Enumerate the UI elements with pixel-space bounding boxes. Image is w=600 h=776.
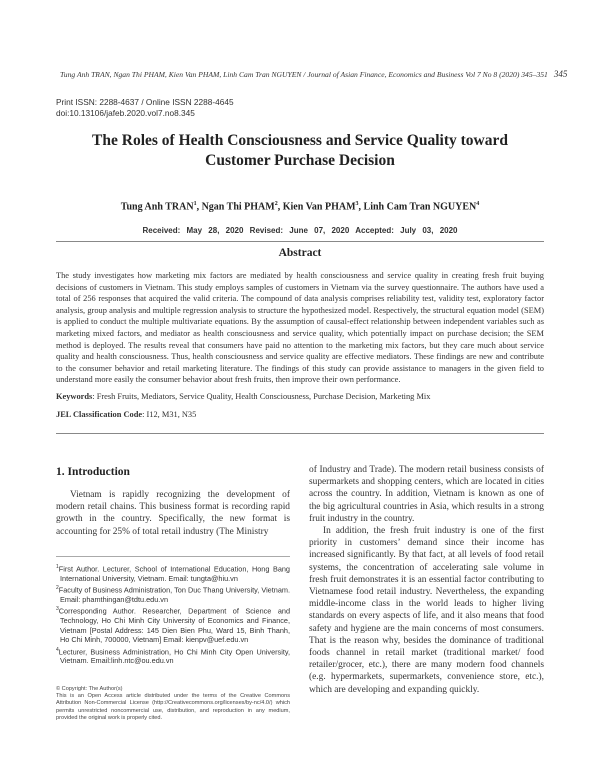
intro-paragraph-left: Vietnam is rapidly recognizing the development of modern retail chains. This business format is recording rapid growth in the country. Specifically, the new format is accounting for 25% of total retail industry (The Ministry [56,490,290,537]
jel-label: JEL Classification Code [56,410,143,419]
footnote-mark: 3 [56,606,59,613]
footnote-text: Faculty of Business Administration, Ton Duc Thang University, Vietnam. Email: phamthingan@tdtu.edu.vn [58,585,290,605]
author-name: Kien Van PHAM [282,201,356,213]
author-name: Ngan Thi PHAM [201,201,275,213]
author-mark: 3 [355,201,359,207]
keywords-label: Keywords [56,392,93,401]
footnote [56,584,290,604]
author-mark: 2 [274,201,278,207]
footnote-text: Lecturer, Business Administration, Ho Chi Minh City Open University, Vietnam. Email:linh.ntc@ou.edu.vn [58,646,290,666]
intro-paragraph: In addition, the fresh fruit industry is one of the first priority in customers’ demand since their income has increased significantly. By that fact, at all levels of food retail systems, the concentration of accelerating sale volume in fresh fruit demonstrates it is an essential factor contributing to Vietnamese food retail industry. Nevertheless, the expanding middle-income class in the world leads to higher living standards on every aspects of life, and it also means that food safety and hygiene are the main concerns of most consumers. That is the reason why, besides the dominance of traditional foods channel in retail market (traditional market/ food retailer/grocer, etc.), there are many modern food channels (e.g. hypermarkets, supermarkets, convenience store, etc.), which are developing and expanding quickly. [309,526,544,695]
article-dates [60,226,540,235]
article-title [60,131,540,171]
footnote [56,563,290,583]
license-text: This is an Open Access article distributed under the terms of the Creative Commons Attribution Non-Commercial License (http://Creativecommons.org/licenses/by-nc/4.0/) which permits unrestricted noncommercial use, distribution, and reproduction in any medium, provided the original work is properly cited. [56,693,290,721]
footnote-mark: 2 [56,585,59,592]
introduction-heading: 1. Introduction [56,466,130,478]
title-line-1: The Roles of Health Consciousness and Service Quality toward [92,132,508,149]
author-mark: 4 [476,201,480,207]
copyright-notice [56,686,290,722]
title-line-2: Customer Purchase Decision [205,152,395,169]
jel-codes [56,409,544,420]
author-name: Tung Anh TRAN [120,201,194,213]
footnote-text: Corresponding Author. Researcher, Department of Science and Technology, Ho Chi Minh City University of Economics and Finance, Vietnam [Postal Address: 145 Dien Bien Phu, Ward 15, Binh Thanh, Ho Chi Minh, 700000, Vietnam] Email: kienpv@uef.edu.vn [58,606,290,645]
received-date: Received: May 28, 2020 [142,226,244,235]
intro-paragraph: of Industry and Trade). The modern retail business consists of supermarkets and shopping centers, which are located in cities across the country. In addition, Vietnam is known as one of the big agricultural countries in Asia, which results in a strong fruit industry in the country. [309,465,544,524]
footnote [56,605,290,644]
keywords [56,391,544,402]
copyright-line: © Copyright: The Author(s) [56,686,123,692]
footnote-text: First Author. Lecturer, School of International Education, Hong Bang International University, Vietnam. Email: tungta@hiu.vn [58,564,290,583]
page-number: 345 [553,69,568,79]
accepted-date: Accepted: July 03, 2020 [355,226,458,235]
author-list: Tung Anh TRAN$^1$, Ngan Thi PHAM$^2$, Kien Van PHAM$^3$, Linh Cam Tran NGUYEN$^4$ [120,201,480,213]
divider [56,433,544,434]
abstract-text: The study investigates how marketing mix factors are mediated by health consciousness and service quality in creating fresh fruit buying decisions of customers in Vietnam. This study employs samples of customers in Vietnam via the survey questionnaire. The authors have used a total of 256 responses that acquired the valid criteria. The compound of data analysis comprises reliability test, validity test, exploratory factor analysis, group analysis and multiple regression analysis to structure the hypothesized model. Respectively, the structural equation model (SEM) is applied to conduct the multiple multivariate equations. By the assumption of causal-effect relationship between independent variables such as marketing mixed factors, and mediator as health consciousness and service quality, which potentially impact on purchase decision; the SEM method is deployed. The results reveal that consumers have paid no attention to the marketing mix factors, but they care much about service quality and health consciousness. Thus, health consciousness and service quality are effective mediators. These findings are new and contribute to the consumer behavior and retail marketing literature. The findings of this study can provide assistance to managers in the given field to understand more easily the consumer behavior about fresh fruits, then improve their own performance. [56,271,544,385]
author-mark: 1 [193,201,197,207]
author-name: Linh Cam Tran NGUYEN [363,201,477,213]
footnote-divider [56,556,290,557]
footnotes [56,563,290,667]
revised-date: Revised: June 07, 2020 [249,226,350,235]
doi-link[interactable]: doi:10.13106/jafeb.2020.vol7.no8.345 [56,108,195,118]
issn-line: Print ISSN: 2288-4637 / Online ISSN 2288-4645 [56,97,234,107]
running-head [60,69,568,79]
jel-text: : I12, M31, N35 [142,410,197,419]
issn-block [56,97,234,119]
running-head-text: Tung Anh TRAN, Ngan Thi PHAM, Kien Van PHAM, Linh Cam Tran NGUYEN / Journal of Asian Finance, Economics and Business Vol 7 No 8 (2020) 345–351 [60,70,548,79]
footnote-mark: 4 [56,646,59,653]
abstract-heading: Abstract [278,247,322,259]
keywords-text: : Fresh Fruits, Mediators, Service Quality, Health Consciousness, Purchase Decision, Marketing Mix [92,392,431,401]
footnote-mark: 1 [56,564,59,570]
footnote [56,646,290,666]
divider [56,241,544,242]
intro-column-right [309,464,544,696]
